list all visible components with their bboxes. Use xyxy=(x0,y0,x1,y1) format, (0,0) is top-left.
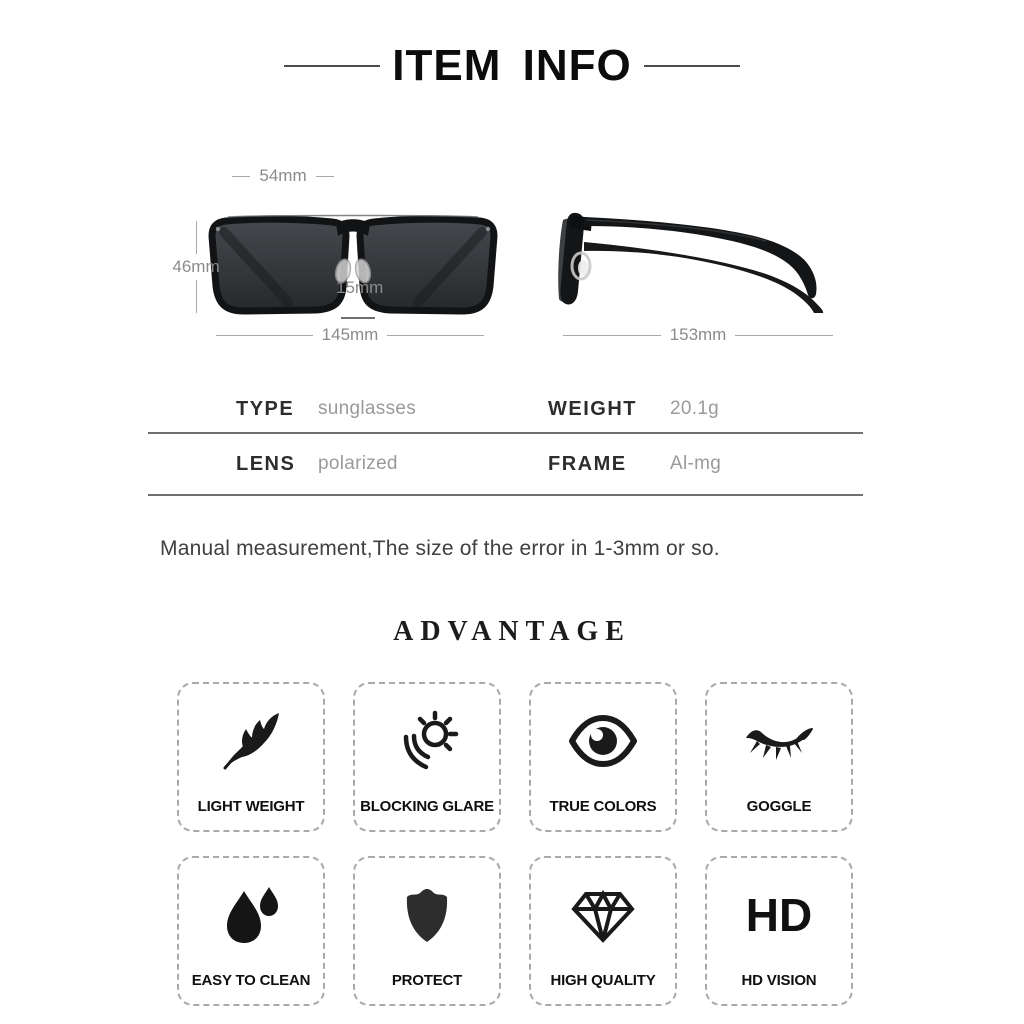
spec-label-frame: FRAME xyxy=(548,452,627,475)
dimension-line xyxy=(341,317,375,319)
spec-label-type: TYPE xyxy=(236,397,295,420)
dimension-lens-height xyxy=(169,221,223,313)
water-drops-icon xyxy=(179,872,323,958)
dimension-label: 145mm xyxy=(321,325,379,344)
sunglasses-side-view-image xyxy=(556,208,841,314)
advantage-card-protect xyxy=(353,856,501,1006)
dimension-line xyxy=(196,280,197,313)
dimension-line xyxy=(563,335,661,336)
sunglasses-front-icon xyxy=(208,214,498,318)
advantage-card-easy-to-clean xyxy=(177,856,325,1006)
dimension-line xyxy=(232,176,250,177)
advantage-cards-grid xyxy=(177,682,853,1006)
measurement-note: Manual measurement,The size of the error in 1-3mm or so. xyxy=(160,537,720,560)
dimension-line xyxy=(196,221,197,254)
advantage-card-high-quality xyxy=(529,856,677,1006)
hd-glyph-text: HD xyxy=(745,889,813,941)
dimension-temple-length xyxy=(563,325,833,345)
spec-value-lens: polarized xyxy=(318,453,398,474)
advantage-card-blocking-glare xyxy=(353,682,501,832)
title-divider-left xyxy=(284,65,380,67)
dimension-line xyxy=(216,335,313,336)
dimension-label: 46mm xyxy=(172,257,220,276)
spec-row xyxy=(148,386,863,434)
diamond-icon xyxy=(531,872,675,958)
dimension-line xyxy=(735,335,833,336)
page-title: ITEM INFO xyxy=(392,41,632,90)
eye-icon xyxy=(531,698,675,784)
eyelash-icon xyxy=(707,698,851,784)
advantage-card-label: GOGGLE xyxy=(746,798,812,815)
dimension-total-width xyxy=(216,325,484,345)
advantage-card-hd-vision xyxy=(705,856,853,1006)
title-divider-right xyxy=(644,65,740,67)
spec-value-weight: 20.1g xyxy=(670,398,720,419)
advantage-card-label: HD VISION xyxy=(741,972,817,989)
header xyxy=(0,41,1024,90)
advantage-card-label: TRUE COLORS xyxy=(549,798,657,815)
advantage-card-label: PROTECT xyxy=(391,972,463,989)
advantage-card-goggle xyxy=(705,682,853,832)
shield-icon xyxy=(355,872,499,958)
advantage-card-light-weight xyxy=(177,682,325,832)
advantage-card-label: BLOCKING GLARE xyxy=(360,798,494,815)
hd-icon xyxy=(707,872,851,958)
advantage-card-label: EASY TO CLEAN xyxy=(191,972,311,989)
dimension-line xyxy=(316,176,334,177)
spec-value-frame: Al-mg xyxy=(670,453,722,474)
sunglasses-front-view-image xyxy=(208,214,498,318)
advantage-card-true-colors xyxy=(529,682,677,832)
feather-icon xyxy=(179,698,323,784)
dimension-label: 54mm xyxy=(259,166,307,185)
advantage-card-label: LIGHT WEIGHT xyxy=(197,798,305,815)
spec-row xyxy=(148,434,863,496)
dimension-bridge-width: 15mm xyxy=(336,278,384,297)
dimension-lens-width xyxy=(232,166,334,186)
sunglasses-side-icon xyxy=(556,208,841,314)
spec-table xyxy=(148,386,863,496)
sun-glare-icon xyxy=(355,698,499,784)
advantage-card-label: HIGH QUALITY xyxy=(550,972,656,989)
spec-label-weight: WEIGHT xyxy=(548,397,637,420)
dimension-label: 153mm xyxy=(669,325,727,344)
advantage-title: ADVANTAGE xyxy=(393,616,631,647)
dimension-line xyxy=(387,335,484,336)
spec-value-type: sunglasses xyxy=(318,398,417,419)
spec-label-lens: LENS xyxy=(236,452,296,475)
